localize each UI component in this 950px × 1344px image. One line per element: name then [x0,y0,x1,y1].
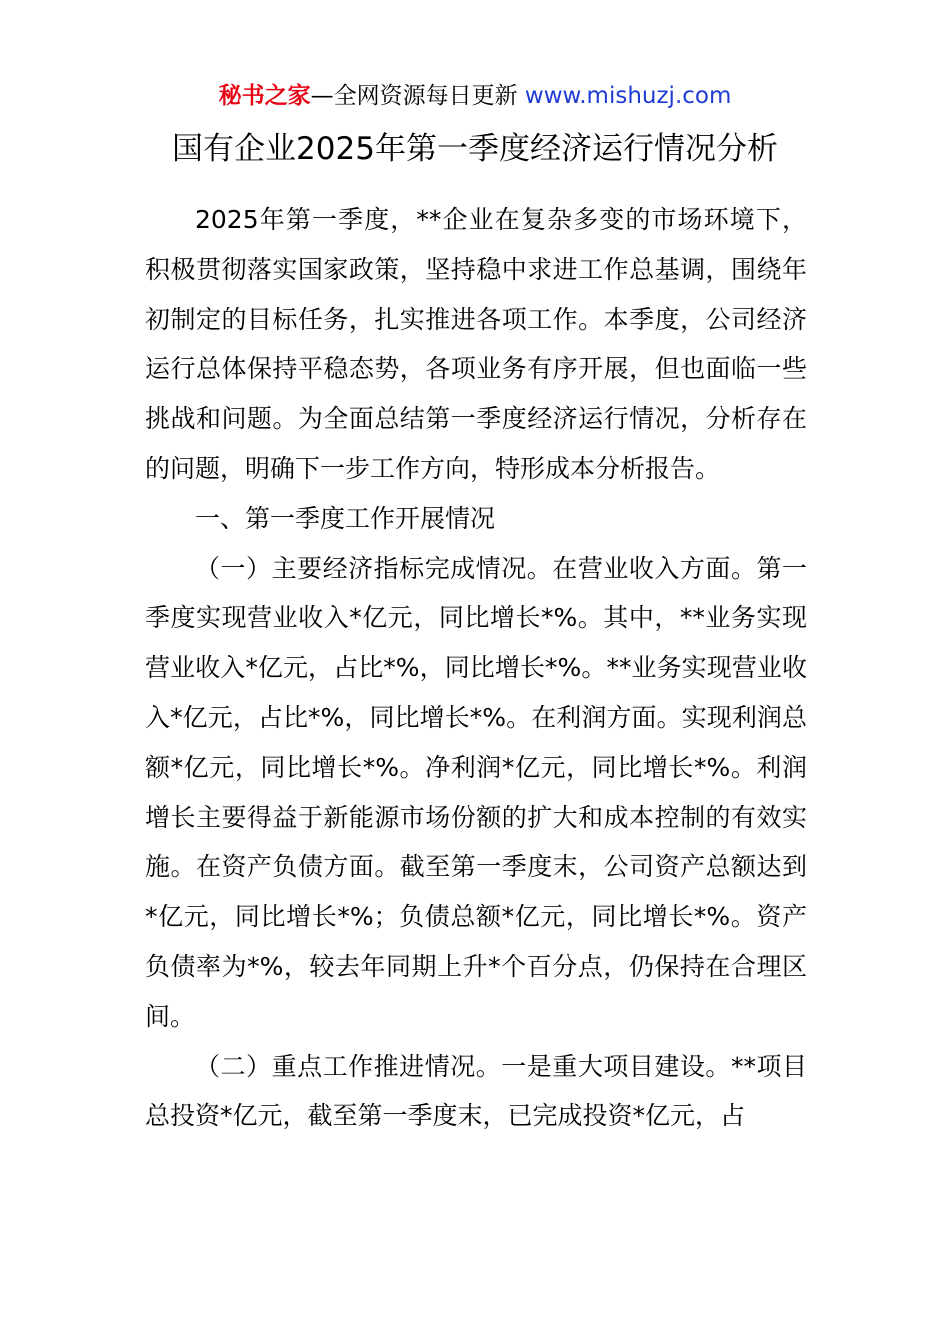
section-heading-1: 一、第一季度工作开展情况 [195,503,496,533]
subsection-paragraph-2: （二）重点工作推进情况。一是重大项目建设。**项目总投资*亿元，截至第一季度末，已完成投资*亿元，占 [145,1051,807,1131]
site-header [0,80,950,112]
document-body [145,195,807,1141]
intro-paragraph: 2025年第一季度，**企业在复杂多变的市场环境下，积极贯彻落实国家政策，坚持稳中求进工作总基调，围绕年初制定的目标任务，扎实推进各项工作。本季度，公司经济运行总体保持平稳态势，各项业务有序开展，但也面临一些挑战和问题。为全面总结第一季度经济运行情况，分析存在的问题，明确下一步工作方向，特形成本分析报告。 [145,205,807,483]
site-url-link[interactable]: www.mishuzj.com [524,83,732,109]
document-title: 国有企业2025年第一季度经济运行情况分析 [172,131,778,167]
subsection-paragraph-1: （一）主要经济指标完成情况。在营业收入方面。第一季度实现营业收入*亿元，同比增长*%。其中，**业务实现营业收入*亿元，占比*%，同比增长*%。**业务实现营业收入*亿元，占比*%，同比增长*%。在利润方面。实现利润总额*亿元，同比增长*%。净利润*亿元，同比增长*%。利润增长主要得益于新能源市场份额的扩大和成本控制的有效实施。在资产负债方面。截至第一季度末，公司资产总额达到*亿元，同比增长*%；负债总额*亿元，同比增长*%。资产负债率为*%，较去年同期上升*个百分点，仍保持在合理区间。 [145,553,807,1031]
header-tagline: —全网资源每日更新 [310,83,518,109]
brand-name: 秘书之家 [218,83,311,109]
